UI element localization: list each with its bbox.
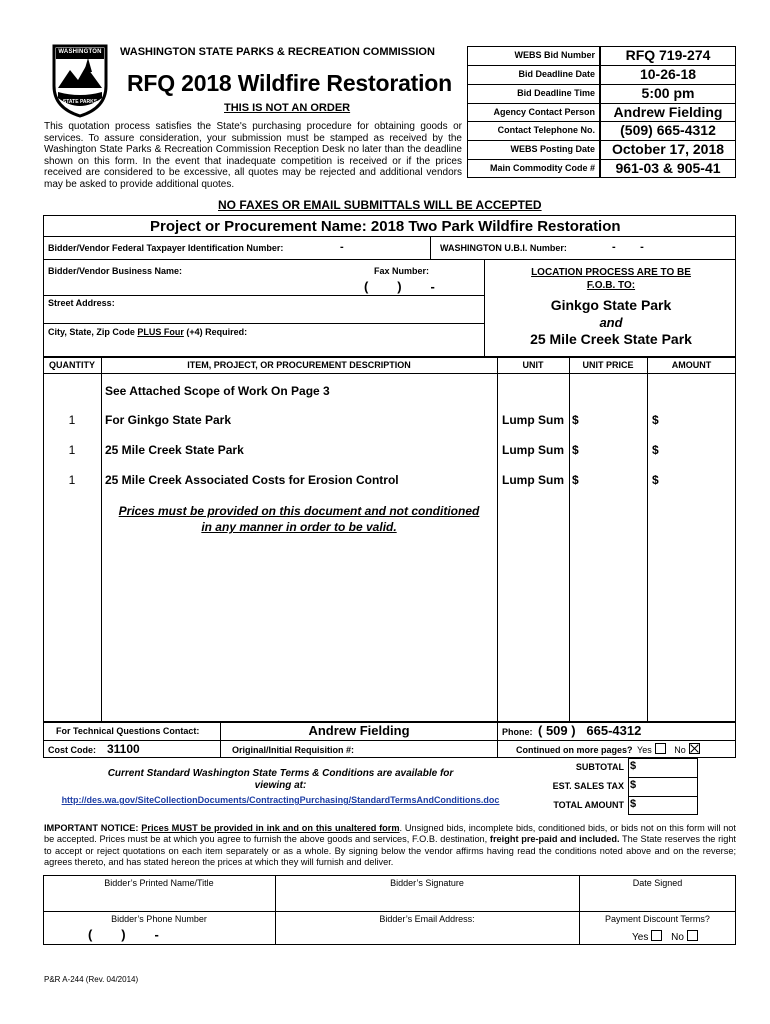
location-25-mile-creek: 25 Mile Creek State Park: [530, 331, 692, 347]
ubi-field[interactable]: - -: [612, 241, 644, 253]
date-signed-label: Date Signed: [632, 878, 683, 888]
location-ginkgo: Ginkgo State Park: [550, 297, 672, 313]
sales-tax-label: EST. SALES TAX: [552, 781, 624, 791]
payment-terms-label: Payment Discount Terms?: [605, 914, 710, 924]
info-value: 961-03 & 905-41: [615, 160, 721, 177]
item-quantity: 1: [68, 413, 76, 427]
terms-text: Current Standard Washington State Terms & Conditions are available for viewing at:: [107, 768, 454, 791]
total-field[interactable]: $: [630, 798, 637, 810]
total-label: TOTAL AMOUNT: [553, 800, 624, 810]
agency-name: WASHINGTON STATE PARKS & RECREATION COMMISSION: [120, 46, 435, 58]
fax-label: Fax Number:: [374, 266, 430, 276]
intro-paragraph: This quotation process satisfies the State's purchasing procedure for obtaining goods or services. To assure consideration, your submission must be stamped as received by the Washington State Parks & Recreation Commission Reception Desk no later than the deadline shown on this form. In the event that inadequate competition is received or if the prices received are considered to be excessive, all quotes may be rejected and additional vendors may be asked to provide additional quotes.: [44, 121, 462, 190]
city-state-zip-label: City, State, Zip Code PLUS Four (+4) Required:: [48, 327, 248, 337]
business-name-field[interactable]: [200, 262, 360, 290]
info-label: WEBS Posting Date: [510, 144, 595, 155]
street-address-field[interactable]: [130, 297, 480, 321]
terms-link[interactable]: http://des.wa.gov/SiteCollectionDocuments/ContractingPurchasing/StandardTermsAndConditions.doc: [61, 795, 500, 805]
item-amount[interactable]: $: [652, 413, 659, 427]
page-title: RFQ 2018 Wildfire Restoration: [127, 70, 453, 96]
location-and: and: [599, 315, 623, 330]
continued-yes-checkbox[interactable]: [655, 743, 666, 754]
phone-label: Phone:: [502, 727, 533, 737]
subtotal-label: SUBTOTAL: [575, 762, 624, 772]
col-unit: UNIT: [522, 360, 544, 370]
info-value: RFQ 719-274: [625, 47, 711, 63]
item-unit-price[interactable]: $: [572, 473, 579, 487]
payment-yes-checkbox[interactable]: [651, 930, 662, 941]
item-unit-price[interactable]: $: [572, 413, 579, 427]
item-unit-price[interactable]: $: [572, 443, 579, 457]
cost-code-value: 31100: [107, 742, 140, 756]
info-value: (509) 665-4312: [620, 122, 716, 139]
ubi-label: WASHINGTON U.B.I. Number:: [440, 243, 567, 253]
street-address-label: Street Address:: [48, 298, 115, 308]
item-quantity: 1: [68, 443, 76, 457]
item-unit: Lump Sum: [502, 443, 564, 457]
important-notice: IMPORTANT NOTICE: Prices MUST be provided in ink and on this unaltered form. Unsigned bids, incomplete bids, conditioned bids, or bids not on this form will not be accepted. Prices must be at which you agree to furnish the above goods and services, F.O.B. destination, freight pre-paid and included. The State reserves the right to accept or reject quotations on each item separately or as a whole. By signing below the vendor affirms having read the conditions noted above and on the reverse; agrees thereto, and has stated hereon the prices at which they will furnish and deliver.: [44, 823, 736, 868]
not-an-order: THIS IS NOT AN ORDER: [224, 102, 351, 114]
signature-label: Bidder’s Signature: [390, 878, 464, 888]
info-value: October 17, 2018: [611, 141, 725, 158]
continued-question: Continued on more pages? Yes No: [516, 743, 700, 755]
scope-note: See Attached Scope of Work On Page 3: [105, 384, 330, 398]
no-fax-notice: NO FAXES OR EMAIL SUBMITTALS WILL BE ACCEPTED: [218, 198, 542, 212]
business-name-label: Bidder/Vendor Business Name:: [48, 266, 183, 276]
state-parks-logo: [52, 42, 108, 118]
info-label: Agency Contact Person: [493, 106, 595, 117]
taxpayer-id-label: Bidder/Vendor Federal Taxpayer Identification Number:: [48, 243, 284, 253]
payment-terms-options: Yes No: [632, 930, 698, 943]
info-label: Main Commodity Code #: [489, 163, 595, 174]
info-value: Andrew Fielding: [613, 103, 723, 120]
item-description: For Ginkgo State Park: [105, 413, 232, 427]
subtotal-field[interactable]: $: [630, 760, 637, 772]
logo-top-text: WASHINGTON: [58, 49, 102, 55]
sales-tax-field[interactable]: $: [630, 779, 637, 791]
form-id: P&R A-244 (Rev. 04/2014): [44, 975, 139, 984]
logo-bottom-text: STATE PARKS: [62, 99, 98, 105]
info-label: WEBS Bid Number: [514, 50, 595, 60]
payment-no-checkbox[interactable]: [687, 930, 698, 941]
info-label: Contact Telephone No.: [497, 125, 595, 136]
printed-name-label: Bidder’s Printed Name/Title: [104, 878, 214, 888]
bidder-phone-label: Bidder’s Phone Number: [111, 914, 207, 924]
info-label: Bid Deadline Date: [518, 68, 595, 79]
item-unit: Lump Sum: [502, 413, 564, 427]
tech-contact-label: For Technical Questions Contact:: [56, 726, 200, 736]
fax-field[interactable]: ( ) -: [364, 279, 435, 294]
taxpayer-id-field[interactable]: -: [340, 241, 344, 253]
city-state-zip-field[interactable]: [275, 325, 480, 353]
col-description: ITEM, PROJECT, OR PROCUREMENT DESCRIPTION: [187, 360, 411, 370]
continued-no-checkbox[interactable]: [689, 743, 700, 754]
info-value: 5:00 pm: [641, 84, 695, 101]
prices-note: Prices must be provided on this document and not conditioned in any manner in order to be valid.: [118, 504, 480, 534]
location-heading: LOCATION PROCESS ARE TO BE F.O.B. TO:: [531, 267, 691, 291]
info-value: 10-26-18: [639, 65, 697, 82]
item-quantity: 1: [68, 473, 76, 487]
bidder-phone-field[interactable]: ( ) -: [88, 927, 159, 942]
item-description: 25 Mile Creek Associated Costs for Erosion Control: [105, 473, 399, 487]
tech-contact-name: Andrew Fielding: [308, 723, 410, 738]
item-description: 25 Mile Creek State Park: [105, 443, 244, 457]
item-amount[interactable]: $: [652, 443, 659, 457]
info-label: Bid Deadline Time: [517, 87, 595, 98]
item-unit: Lump Sum: [502, 473, 564, 487]
col-amount: AMOUNT: [671, 360, 712, 370]
requisition-label: Original/Initial Requisition #:: [232, 745, 355, 755]
item-amount[interactable]: $: [652, 473, 659, 487]
col-unit-price: UNIT PRICE: [582, 360, 634, 370]
bid-info-table: [467, 46, 736, 178]
project-name: Project or Procurement Name: 2018 Two Park Wildfire Restoration: [150, 218, 621, 235]
bidder-email-label: Bidder’s Email Address:: [379, 914, 475, 924]
col-quantity: QUANTITY: [49, 360, 95, 370]
cost-code-label: Cost Code:: [48, 745, 96, 755]
phone-value: ( 509 ) 665-4312: [538, 723, 642, 738]
